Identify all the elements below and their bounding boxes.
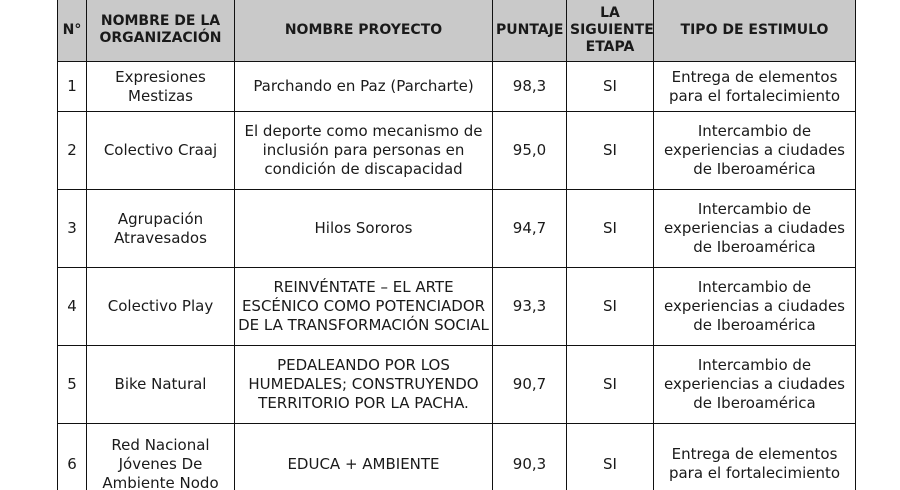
table-row bbox=[58, 424, 856, 490]
project-name: El deporte como mecanismo de inclusión para personas en condición de discapacidad bbox=[235, 112, 493, 190]
organization-name: Expresiones Mestizas bbox=[87, 62, 235, 112]
stimulus-type: Intercambio de experiencias a ciudades de Iberoamérica bbox=[654, 190, 856, 268]
project-name: PEDALEANDO POR LOS HUMEDALES; CONSTRUYENDO TERRITORIO POR LA PACHA. bbox=[235, 346, 493, 424]
project-name: Hilos Sororos bbox=[235, 190, 493, 268]
table-row bbox=[58, 268, 856, 346]
organization-name: Bike Natural bbox=[87, 346, 235, 424]
next-stage-value: SI bbox=[567, 112, 654, 190]
table-row bbox=[58, 190, 856, 268]
score-value: 93,3 bbox=[493, 268, 567, 346]
stimulus-type: Entrega de elementos para el fortalecimiento bbox=[654, 62, 856, 112]
row-number: 6 bbox=[58, 424, 87, 490]
table-row bbox=[58, 346, 856, 424]
score-value: 94,7 bbox=[493, 190, 567, 268]
next-stage-value: SI bbox=[567, 62, 654, 112]
header-score: PUNTAJE bbox=[493, 0, 567, 62]
project-name: REINVÉNTATE – EL ARTE ESCÉNICO COMO POTENCIADOR DE LA TRANSFORMACIÓN SOCIAL bbox=[235, 268, 493, 346]
organization-name: Colectivo Craaj bbox=[87, 112, 235, 190]
row-number: 5 bbox=[58, 346, 87, 424]
organization-name: Colectivo Play bbox=[87, 268, 235, 346]
score-value: 90,7 bbox=[493, 346, 567, 424]
row-number: 2 bbox=[58, 112, 87, 190]
table-row bbox=[58, 112, 856, 190]
organization-name: Agrupación Atravesados bbox=[87, 190, 235, 268]
header-organization: NOMBRE DE LA ORGANIZACIÓN bbox=[87, 0, 235, 62]
project-name: EDUCA + AMBIENTE bbox=[235, 424, 493, 490]
header-next-stage: LA SIGUIENTE ETAPA bbox=[567, 0, 654, 62]
header-stimulus-type: TIPO DE ESTIMULO bbox=[654, 0, 856, 62]
stimulus-type: Intercambio de experiencias a ciudades de Iberoamérica bbox=[654, 268, 856, 346]
table-header-row bbox=[58, 0, 856, 62]
next-stage-value: SI bbox=[567, 190, 654, 268]
results-table bbox=[57, 0, 856, 490]
score-value: 95,0 bbox=[493, 112, 567, 190]
stimulus-type: Entrega de elementos para el fortalecimiento bbox=[654, 424, 856, 490]
score-value: 90,3 bbox=[493, 424, 567, 490]
stimulus-type: Intercambio de experiencias a ciudades de Iberoamérica bbox=[654, 112, 856, 190]
stimulus-type: Intercambio de experiencias a ciudades de Iberoamérica bbox=[654, 346, 856, 424]
row-number: 3 bbox=[58, 190, 87, 268]
header-number: N° bbox=[58, 0, 87, 62]
next-stage-value: SI bbox=[567, 268, 654, 346]
row-number: 4 bbox=[58, 268, 87, 346]
table-row bbox=[58, 62, 856, 112]
score-value: 98,3 bbox=[493, 62, 567, 112]
row-number: 1 bbox=[58, 62, 87, 112]
next-stage-value: SI bbox=[567, 346, 654, 424]
header-project: NOMBRE PROYECTO bbox=[235, 0, 493, 62]
next-stage-value: SI bbox=[567, 424, 654, 490]
project-name: Parchando en Paz (Parcharte) bbox=[235, 62, 493, 112]
organization-name: Red Nacional Jóvenes De Ambiente Nodo bbox=[87, 424, 235, 490]
